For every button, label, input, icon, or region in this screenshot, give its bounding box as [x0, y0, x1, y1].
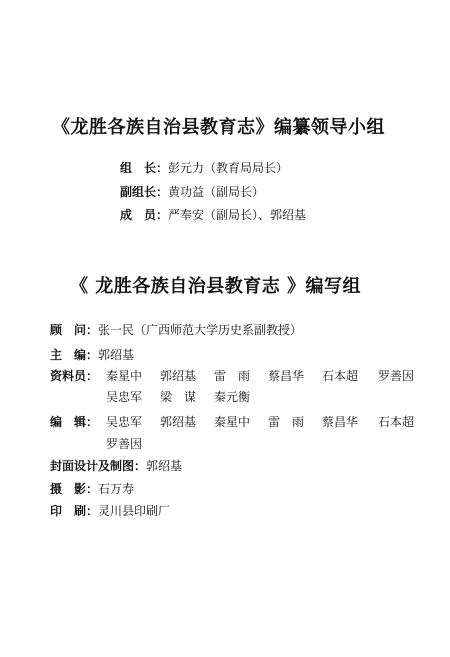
editor-in-chief-value: 郭绍基 [98, 348, 135, 362]
materials-row-1 [50, 368, 414, 384]
materials-row-2 [106, 389, 250, 405]
cover-design-row [50, 458, 182, 474]
advisor-label: 顾 问： [50, 323, 99, 337]
materials-name: 雷 雨 [214, 369, 251, 383]
leader-value: 彭元力（教育局局长） [168, 161, 289, 175]
cover-design-value: 郭绍基 [146, 459, 183, 473]
leader-row [120, 160, 288, 176]
editor-in-chief-label: 主 编： [50, 348, 99, 362]
editor-name: 蔡昌华 [322, 415, 359, 429]
materials-label: 资料员： [50, 369, 99, 383]
members-value: 严奉安（副局长）、郭绍基 [168, 208, 307, 222]
printing-row [50, 503, 170, 519]
materials-name: 吴忠军 [106, 390, 143, 404]
editor-in-chief-row [50, 347, 134, 363]
photography-row [50, 481, 134, 497]
advisor-value: 张一民（广西师范大学历史系副教授） [98, 323, 303, 337]
editor-name: 石本超 [378, 415, 415, 429]
materials-name: 秦元衡 [214, 390, 251, 404]
materials-name: 梁 谋 [160, 390, 197, 404]
editor-name: 郭绍基 [160, 415, 197, 429]
editors-row-2 [106, 436, 142, 452]
editor-name: 秦星中 [214, 415, 251, 429]
materials-name: 罗善因 [378, 369, 415, 383]
materials-name: 石本超 [322, 369, 359, 383]
editors-row-1 [50, 414, 414, 430]
deputy-leader-label: 副组长： [120, 185, 169, 199]
materials-name: 蔡昌华 [268, 369, 305, 383]
leadership-group-title: 《龙胜各族自治县教育志》编纂领导小组 [52, 117, 385, 138]
deputy-leader-row [120, 184, 264, 200]
members-label: 成 员： [120, 208, 169, 222]
leader-label: 组 长： [120, 161, 169, 175]
editor-name: 吴忠军 [106, 415, 143, 429]
materials-name: 秦星中 [106, 369, 143, 383]
photography-label: 摄 影： [50, 482, 99, 496]
editor-name: 雷 雨 [268, 415, 305, 429]
advisor-row [50, 322, 302, 338]
materials-name: 郭绍基 [160, 369, 197, 383]
cover-design-label: 封面设计及制图： [50, 459, 147, 473]
printing-value: 灵川县印刷厂 [98, 504, 171, 518]
members-row [120, 207, 306, 223]
photography-value: 石万寿 [98, 482, 135, 496]
deputy-leader-value: 黄功益（副局长） [168, 185, 265, 199]
writing-group-title: 《 龙胜各族自治县教育志 》编写组 [70, 276, 362, 297]
editor-name: 罗善因 [106, 437, 143, 451]
editors-label: 编 辑： [50, 415, 99, 429]
printing-label: 印 刷： [50, 504, 99, 518]
